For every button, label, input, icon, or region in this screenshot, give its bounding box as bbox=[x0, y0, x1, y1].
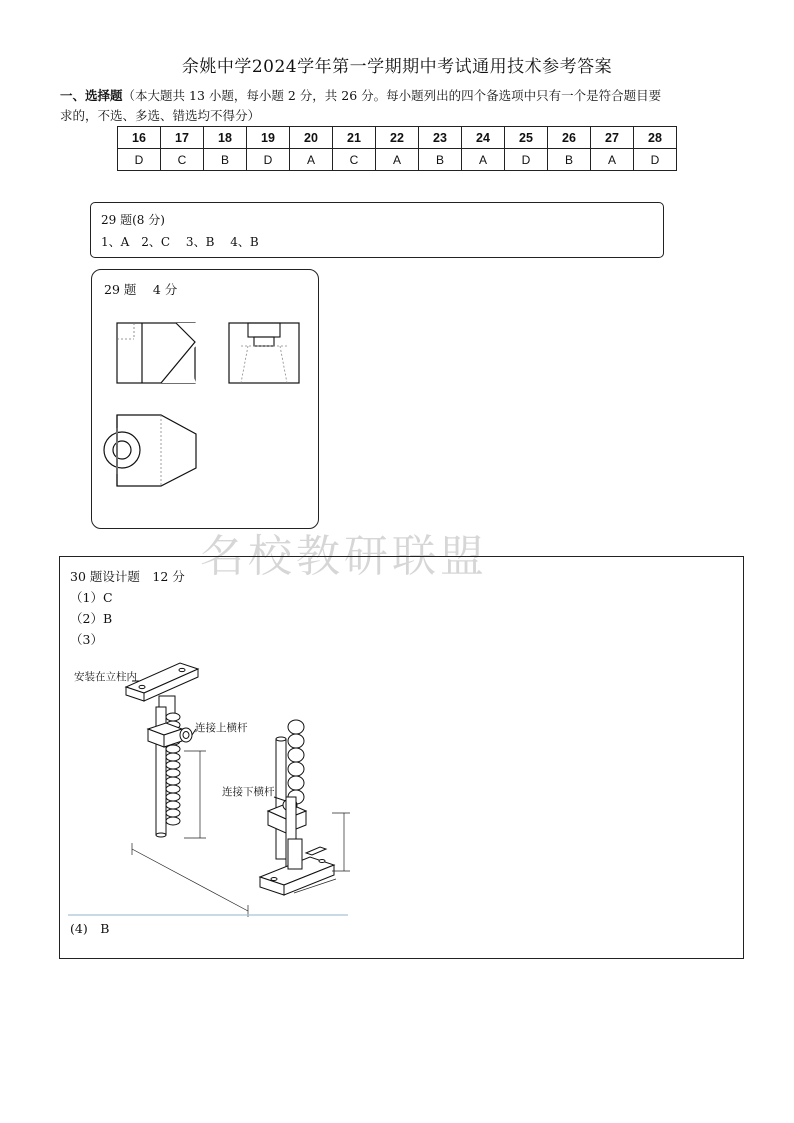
section-note-line1: （本大题共 13 小题，每小题 2 分，共 26 分。每小题列出的四个备选项中只有一个是符合题目要 bbox=[122, 88, 662, 103]
answer-cell: C bbox=[161, 149, 204, 171]
side-view-drawing bbox=[228, 322, 302, 386]
question-number-cell: 17 bbox=[161, 127, 204, 149]
question-number-cell: 27 bbox=[591, 127, 634, 149]
design-drawing bbox=[60, 557, 743, 958]
answer-cell: D bbox=[505, 149, 548, 171]
top-view-drawing bbox=[116, 414, 200, 488]
q30-answer-3: （3） bbox=[70, 632, 103, 647]
question-number-cell: 16 bbox=[118, 127, 161, 149]
question-number-cell: 18 bbox=[204, 127, 247, 149]
label-upper: 连接上横杆 bbox=[195, 722, 248, 734]
answer-cell: D bbox=[634, 149, 677, 171]
question-number-cell: 21 bbox=[333, 127, 376, 149]
question-number-cell: 22 bbox=[376, 127, 419, 149]
q30-header: 30 题设计题 12 分 bbox=[70, 569, 185, 584]
answer-cell: A bbox=[290, 149, 333, 171]
q29-drawing-header: 29 题 4 分 bbox=[104, 282, 178, 297]
answer-cell: B bbox=[419, 149, 462, 171]
section-choice bbox=[60, 86, 750, 126]
front-view-drawing bbox=[116, 322, 198, 386]
question-number-cell: 24 bbox=[462, 127, 505, 149]
answer-cell: A bbox=[376, 149, 419, 171]
q30-answer-1: （1）C bbox=[70, 590, 113, 605]
answer-table-number-row bbox=[118, 127, 677, 149]
q29-answers: 1、A 2、C 3、B 4、B bbox=[101, 235, 259, 249]
answer-table bbox=[117, 126, 677, 171]
question-number-cell: 26 bbox=[548, 127, 591, 149]
watermark: 名校教研联盟 bbox=[200, 531, 488, 582]
label-mount: 安装在立柱内 bbox=[74, 671, 137, 683]
question-number-cell: 28 bbox=[634, 127, 677, 149]
section-note-line2: 求的，不选、多选、错选均不得分） bbox=[60, 108, 261, 123]
answer-cell: D bbox=[247, 149, 290, 171]
label-lower: 连接下横杆 bbox=[222, 786, 275, 798]
answer-table-answer-row bbox=[118, 149, 677, 171]
answer-cell: D bbox=[118, 149, 161, 171]
answer-cell: A bbox=[591, 149, 634, 171]
question-number-cell: 20 bbox=[290, 127, 333, 149]
question-number-cell: 23 bbox=[419, 127, 462, 149]
answer-cell: B bbox=[204, 149, 247, 171]
page-title: 余姚中学2024学年第一学期期中考试通用技术参考答案 bbox=[181, 57, 613, 77]
q29-answer-box bbox=[90, 202, 664, 258]
q30-answer-2: （2）B bbox=[70, 611, 113, 626]
section-heading: 一、选择题 bbox=[60, 88, 123, 103]
q30-answer-box bbox=[59, 556, 744, 959]
q30-answer-4: (4) B bbox=[70, 921, 110, 936]
q29-header: 29 题(8 分) bbox=[101, 213, 165, 227]
question-number-cell: 19 bbox=[247, 127, 290, 149]
question-number-cell: 25 bbox=[505, 127, 548, 149]
q29-drawing-box bbox=[91, 269, 319, 529]
answer-cell: B bbox=[548, 149, 591, 171]
answer-cell: A bbox=[462, 149, 505, 171]
answer-cell: C bbox=[333, 149, 376, 171]
